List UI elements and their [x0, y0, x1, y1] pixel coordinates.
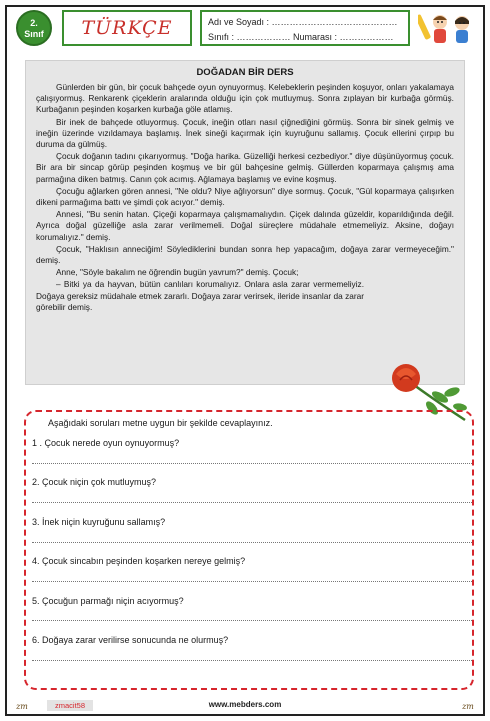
- grade-badge: [16, 10, 52, 46]
- question-1: 1 . Çocuk nerede oyun oynuyormuş?: [32, 438, 180, 448]
- story-paragraph: Çocuk doğanın tadını çıkarıyormuş. "Doğa harika. Güzelliği herkesi cezbediyor." diye düşünüyormuş çocuk. Bir ara bir sincap görüp peşinden koşmuş ve bir gül bahçesine gelmiş. Güllerden koparmaya çalışmış ama parmağına diken batmış. Canın çok acımış. Ağlamaya başlamış ve evine koşmuş.: [36, 151, 454, 184]
- kids-illustration-icon: [418, 10, 480, 46]
- name-field[interactable]: Adı ve Soyadı : ……………………………………: [208, 17, 398, 27]
- question-4: 4. Çocuk sincabın peşinden koşarken nereye gelmiş?: [32, 556, 246, 566]
- zm-logo-left-icon: zm: [16, 701, 28, 711]
- answer-line-2[interactable]: [32, 502, 472, 503]
- story-paragraph: Bir inek de bahçede otluyormuş. Çocuk, ineğin otları nasıl çiğnediğini görmüş. Sonra bir sinek gelmiş ve ineğin üzerinde vızıldamaya başlamış. İnek sineği kaçırmak için kuyruğunu sallamış. Çocuk ellerini çırpıp bu duruma da gülmüş.: [36, 116, 454, 150]
- answer-line-1[interactable]: [32, 463, 472, 464]
- student-info-box: [200, 10, 410, 46]
- question-6: 6. Doğaya zarar verilirse sonucunda ne olurmuş?: [32, 635, 229, 645]
- story-paragraph: Anne, "Söyle bakalım ne öğrendin bugün yavrum?" demiş. Çocuk;: [56, 267, 299, 278]
- subject-title: TÜRKÇE: [81, 17, 173, 39]
- subject-title-box: [62, 10, 192, 46]
- story-title: DOĞADAN BİR DERS: [196, 67, 294, 78]
- grade-label: Sınıf: [24, 29, 44, 39]
- story-panel: [25, 60, 465, 385]
- question-5: 5. Çocuğun parmağı niçin acıyormuş?: [32, 596, 184, 606]
- questions-instruction: Aşağıdaki soruları metne uygun bir şekilde cevaplayınız.: [48, 418, 273, 428]
- story-paragraph: – Bitki ya da hayvan, bütün canlıları korumalıyız. Onlara asla zarar vermemeliyiz. Doğaya gereksiz müdahale etmek zararlı. Doğaya zarar verirsek, ileride insanlar da zarar görebilir demiş.: [36, 279, 364, 312]
- grade-number: 2.: [30, 18, 38, 28]
- story-paragraph: Çocuğu ağlarken gören annesi, "Ne oldu? Niye ağlıyorsun" diye sormuş. Çocuk, "Gül koparmaya çalışırken dikeni parmağıma battı ve şimdi çok acıyor." demiş.: [36, 185, 454, 208]
- question-3: 3. İnek niçin kuyruğunu sallamış?: [32, 517, 166, 527]
- zm-logo-right-icon: zm: [462, 701, 474, 711]
- answer-line-3[interactable]: [32, 542, 472, 543]
- answer-line-4[interactable]: [32, 581, 472, 582]
- website-link[interactable]: www.mebders.com: [208, 700, 282, 709]
- questions-box: [24, 410, 474, 690]
- question-2: 2. Çocuk niçin çok mutluymuş?: [32, 477, 157, 487]
- author-tag: zmacit58: [47, 700, 93, 711]
- class-number-field[interactable]: Sınıfı : ……………… Numarası : ………………: [208, 32, 394, 42]
- story-paragraph: Annesi, "Bu senin hatan. Çiçeği koparmaya çalışmamalıydın. Çiçek dalında güzeldir, koparıldığında değil. Ayrıca doğal güzelliğe asla zarar verilmemeli. Doğal süreçlere müdahale etmemeliyiz. Aksine, doğayı korumalıyız." demiş.: [36, 209, 454, 242]
- answer-line-5[interactable]: [32, 620, 472, 621]
- story-paragraph: Günlerden bir gün, bir çocuk bahçede oyun oynuyormuş. Kelebeklerin peşinden koşuyor, onları yakalamaya çalışıyormuş. Renkarenk çiçeklerin aralarında olduğu için çok mutluymuş. Sonra zıplayan bir kurbağa görmüş. Kurbağanın peşinden koşarken kurbağa göle atlamış.: [36, 82, 454, 115]
- answer-line-6[interactable]: [32, 660, 472, 661]
- story-paragraph: Çocuk, "Haklısın anneciğim! Söylediklerini bundan sonra hep yapacağım, doğaya zarar vermeyeceğim." demiş.: [36, 243, 454, 266]
